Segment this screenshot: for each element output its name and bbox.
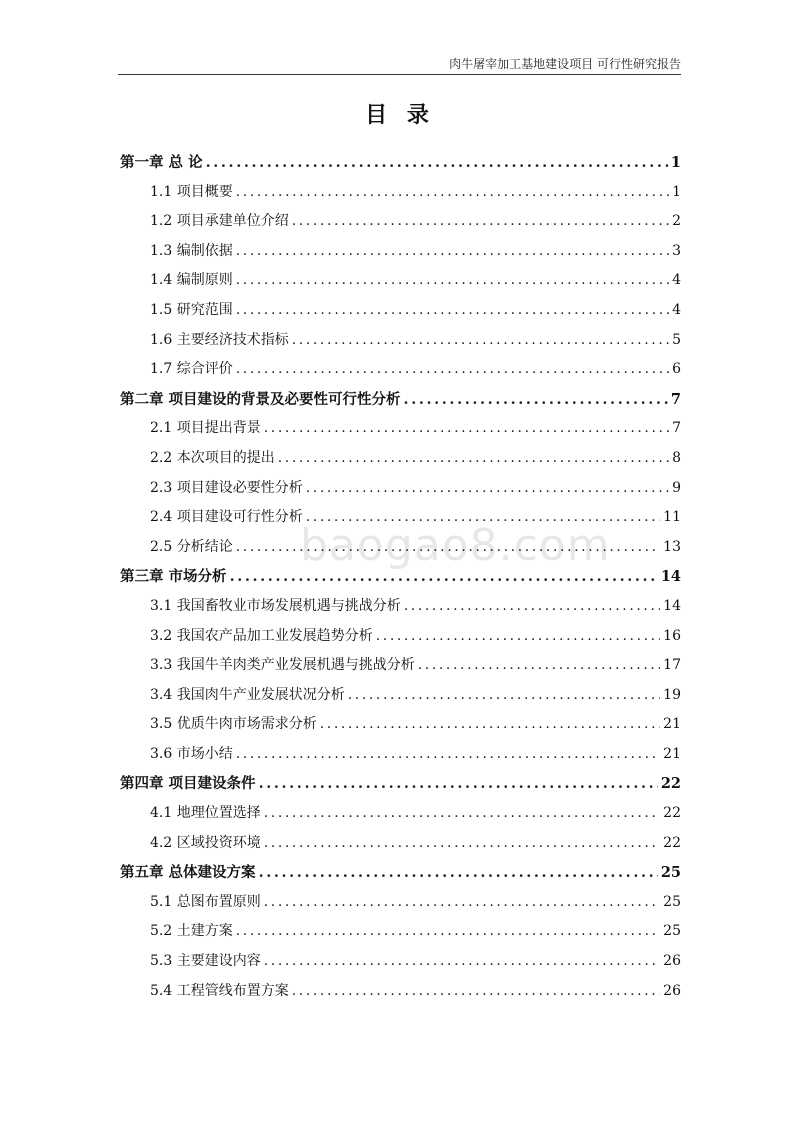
toc-section-entry[interactable] bbox=[120, 592, 681, 622]
toc-page-number: 11 bbox=[663, 509, 681, 526]
toc-section-entry[interactable] bbox=[120, 622, 681, 652]
toc-page-number: 9 bbox=[672, 479, 681, 496]
toc-entry-label: 第一章 总 论 bbox=[120, 154, 203, 171]
toc-dot-leader bbox=[236, 266, 669, 296]
toc-entry-label: 4.1 地理位置选择 bbox=[150, 805, 261, 822]
toc-page-number: 7 bbox=[670, 390, 681, 408]
toc-entry-label: 1.4 编制原则 bbox=[150, 272, 233, 289]
toc-chapter-entry[interactable] bbox=[120, 858, 681, 888]
toc-section-entry[interactable] bbox=[120, 977, 681, 1007]
toc-section-entry[interactable] bbox=[120, 917, 681, 947]
toc-dot-leader bbox=[264, 829, 660, 859]
toc-entry-label: 2.3 项目建设必要性分析 bbox=[150, 479, 303, 496]
toc-dot-leader bbox=[236, 296, 669, 326]
toc-chapter-entry[interactable] bbox=[120, 148, 681, 178]
toc-entry-label: 2.5 分析结论 bbox=[150, 538, 233, 555]
toc-title: 目 录 bbox=[365, 102, 435, 128]
toc-page-number: 1 bbox=[672, 183, 681, 200]
toc-dot-leader bbox=[206, 148, 668, 178]
toc-dot-leader bbox=[236, 533, 660, 563]
toc-dot-leader bbox=[404, 592, 660, 622]
toc-entry-label: 4.2 区域投资环境 bbox=[150, 834, 261, 851]
toc-entry-label: 1.1 项目概要 bbox=[150, 183, 233, 200]
toc-entry-label: 3.1 我国畜牧业市场发展机遇与挑战分析 bbox=[150, 597, 401, 614]
toc-dot-leader bbox=[404, 385, 668, 415]
toc-chapter-entry[interactable] bbox=[120, 769, 681, 799]
toc-section-entry[interactable] bbox=[120, 178, 681, 208]
toc-entry-label: 第四章 项目建设条件 bbox=[120, 775, 256, 793]
toc-page-number: 26 bbox=[663, 982, 681, 999]
toc-dot-leader bbox=[236, 917, 660, 947]
toc-entry-label: 3.3 我国牛羊肉类产业发展机遇与挑战分析 bbox=[150, 657, 415, 674]
toc-page-number: 4 bbox=[672, 301, 681, 318]
toc-section-entry[interactable] bbox=[120, 681, 681, 711]
toc-dot-leader bbox=[230, 562, 658, 592]
toc-page-number: 1 bbox=[670, 154, 681, 171]
toc-dot-leader bbox=[292, 977, 660, 1007]
toc-section-entry[interactable] bbox=[120, 266, 681, 296]
toc-section-entry[interactable] bbox=[120, 651, 681, 681]
toc-entry-label: 2.1 项目提出背景 bbox=[150, 420, 261, 437]
toc-entry-label: 1.3 编制依据 bbox=[150, 242, 233, 259]
toc-entry-label: 5.4 工程管线布置方案 bbox=[150, 982, 289, 999]
toc-entry-label: 3.2 我国农产品加工业发展趋势分析 bbox=[150, 627, 373, 644]
toc-chapter-entry[interactable] bbox=[120, 385, 681, 415]
toc-section-entry[interactable] bbox=[120, 444, 681, 474]
table-of-contents bbox=[120, 148, 681, 1006]
toc-section-entry[interactable] bbox=[120, 888, 681, 918]
toc-section-entry[interactable] bbox=[120, 326, 681, 356]
toc-page-number: 22 bbox=[663, 834, 681, 851]
toc-page-number: 3 bbox=[672, 242, 681, 259]
toc-entry-label: 第五章 总体建设方案 bbox=[120, 864, 256, 882]
toc-dot-leader bbox=[306, 474, 669, 504]
toc-dot-leader bbox=[278, 444, 669, 474]
toc-page-number: 2 bbox=[672, 213, 681, 230]
toc-section-entry[interactable] bbox=[120, 296, 681, 326]
toc-dot-leader bbox=[236, 178, 669, 208]
toc-page-number: 22 bbox=[660, 775, 681, 793]
toc-dot-leader bbox=[418, 651, 660, 681]
toc-page-number: 16 bbox=[663, 627, 681, 644]
toc-page-number: 22 bbox=[663, 805, 681, 822]
toc-dot-leader bbox=[264, 888, 660, 918]
toc-page-number: 19 bbox=[663, 686, 681, 703]
toc-entry-label: 3.4 我国肉牛产业发展状况分析 bbox=[150, 686, 345, 703]
toc-page-number: 26 bbox=[663, 953, 681, 970]
toc-page-number: 25 bbox=[663, 923, 681, 940]
toc-page-number: 13 bbox=[663, 538, 681, 555]
toc-section-entry[interactable] bbox=[120, 237, 681, 267]
toc-dot-leader bbox=[264, 414, 669, 444]
toc-page-number: 6 bbox=[672, 361, 681, 378]
toc-section-entry[interactable] bbox=[120, 414, 681, 444]
toc-section-entry[interactable] bbox=[120, 947, 681, 977]
toc-section-entry[interactable] bbox=[120, 829, 681, 859]
watermark: baogao8.com bbox=[300, 520, 611, 571]
toc-section-entry[interactable] bbox=[120, 355, 681, 385]
toc-chapter-entry[interactable] bbox=[120, 562, 681, 592]
toc-dot-leader bbox=[264, 947, 660, 977]
toc-page-number: 7 bbox=[672, 420, 681, 437]
toc-dot-leader bbox=[236, 355, 669, 385]
toc-page-number: 14 bbox=[663, 597, 681, 614]
toc-page-number: 5 bbox=[672, 331, 681, 348]
toc-section-entry[interactable] bbox=[120, 740, 681, 770]
toc-page-number: 21 bbox=[663, 745, 681, 762]
toc-page-number: 21 bbox=[663, 716, 681, 733]
toc-page-number: 8 bbox=[672, 449, 681, 466]
toc-section-entry[interactable] bbox=[120, 710, 681, 740]
toc-entry-label: 2.4 项目建设可行性分析 bbox=[150, 509, 303, 526]
toc-dot-leader bbox=[306, 503, 660, 533]
toc-dot-leader bbox=[376, 622, 660, 652]
toc-entry-label: 第三章 市场分析 bbox=[120, 568, 227, 586]
toc-entry-label: 1.7 综合评价 bbox=[150, 361, 233, 378]
toc-section-entry[interactable] bbox=[120, 799, 681, 829]
toc-entry-label: 3.6 市场小结 bbox=[150, 745, 233, 762]
toc-section-entry[interactable] bbox=[120, 474, 681, 504]
toc-dot-leader bbox=[320, 710, 660, 740]
toc-section-entry[interactable] bbox=[120, 207, 681, 237]
toc-entry-label: 2.2 本次项目的提出 bbox=[150, 449, 275, 466]
toc-entry-label: 1.6 主要经济技术指标 bbox=[150, 331, 289, 348]
toc-page-number: 25 bbox=[660, 864, 681, 882]
toc-dot-leader bbox=[236, 237, 669, 267]
toc-section-entry[interactable] bbox=[120, 503, 681, 533]
toc-dot-leader bbox=[264, 799, 660, 829]
toc-dot-leader bbox=[236, 740, 660, 770]
toc-entry-label: 5.2 土建方案 bbox=[150, 923, 233, 940]
toc-dot-leader bbox=[348, 681, 660, 711]
toc-page-number: 14 bbox=[660, 568, 681, 586]
toc-entry-label: 第二章 项目建设的背景及必要性可行性分析 bbox=[120, 390, 401, 408]
toc-entry-label: 5.3 主要建设内容 bbox=[150, 953, 261, 970]
toc-entry-label: 1.2 项目承建单位介绍 bbox=[150, 213, 289, 230]
toc-page-number: 4 bbox=[672, 272, 681, 289]
toc-dot-leader bbox=[292, 326, 669, 356]
toc-dot-leader bbox=[259, 858, 658, 888]
header-divider bbox=[118, 74, 681, 75]
toc-entry-label: 5.1 总图布置原则 bbox=[150, 893, 261, 910]
toc-page-number: 17 bbox=[663, 657, 681, 674]
toc-entry-label: 1.5 研究范围 bbox=[150, 301, 233, 318]
toc-dot-leader bbox=[292, 207, 669, 237]
header-title: 肉牛屠宰加工基地建设项目 可行性研究报告 bbox=[449, 57, 681, 71]
toc-entry-label: 3.5 优质牛肉市场需求分析 bbox=[150, 716, 317, 733]
toc-page-number: 25 bbox=[663, 893, 681, 910]
toc-section-entry[interactable] bbox=[120, 533, 681, 563]
toc-dot-leader bbox=[259, 769, 658, 799]
